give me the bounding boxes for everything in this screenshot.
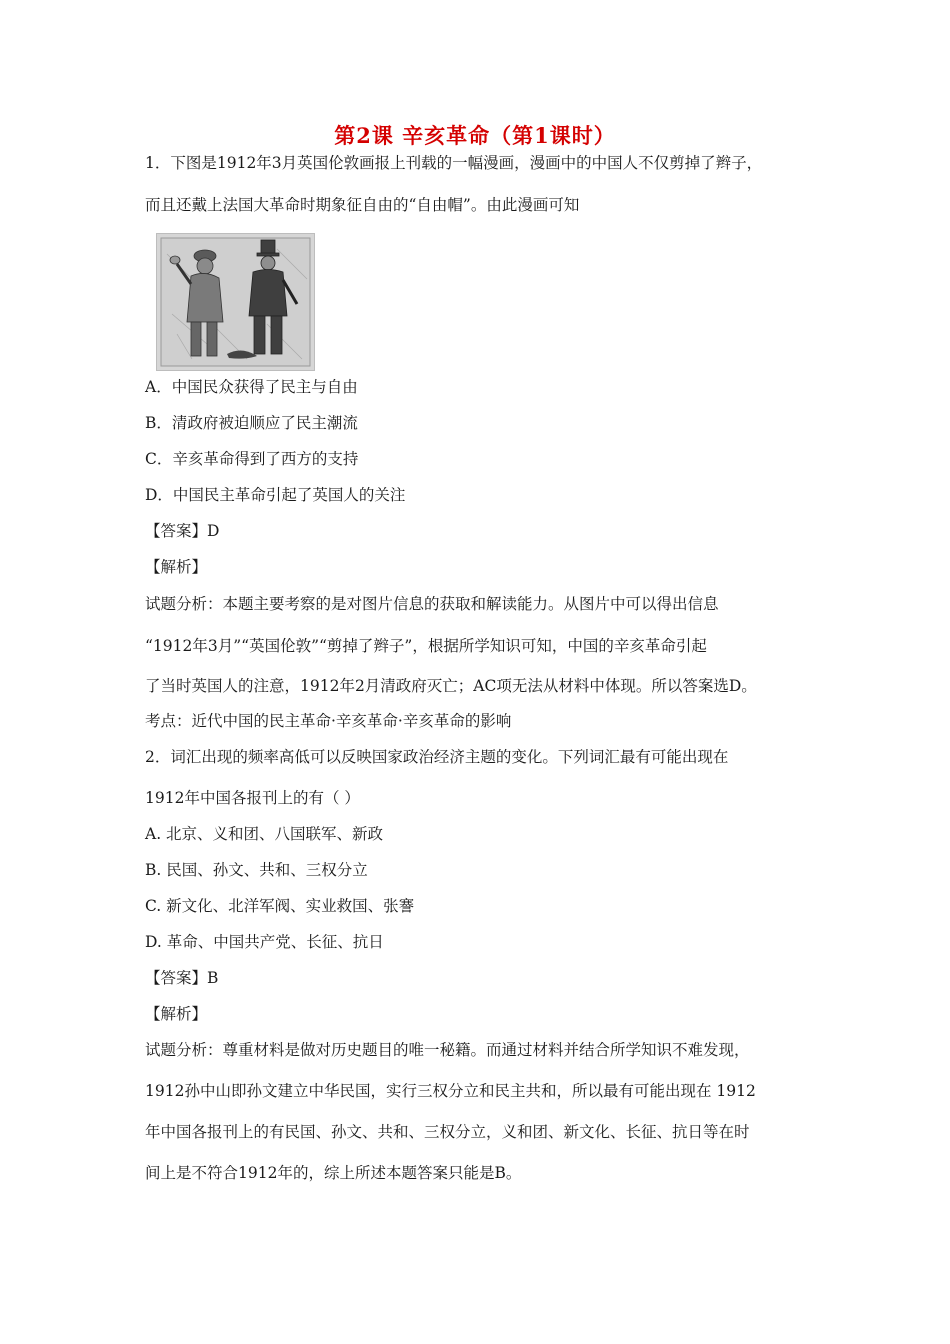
q1-analysis-line1: 试题分析：本题主要考察的是对图片信息的获取和解读能力。从图片中可以得出信息	[145, 595, 719, 613]
q1-option-d: D．中国民主革命引起了英国人的关注	[145, 486, 406, 504]
q1-option-c: C．辛亥革命得到了西方的支持	[145, 450, 359, 468]
q2-analysis-line2: 1912孙中山即孙文建立中华民国，实行三权分立和民主共和，所以最有可能出现在 1912	[145, 1082, 756, 1100]
q2-option-a: A. 北京、义和团、八国联军、新政	[145, 825, 384, 843]
q2-option-d: D. 革命、中国共产党、长征、抗日	[145, 933, 384, 951]
q2-option-c: C. 新文化、北洋军阀、实业救国、张謇	[145, 897, 415, 915]
q2-analysis-line4: 间上是不符合1912年的，综上所述本题答案只能是B。	[145, 1164, 522, 1182]
cartoon-illustration	[157, 234, 314, 370]
q1-answer: 【答案】D	[145, 522, 220, 540]
q1-analysis-heading: 【解析】	[145, 558, 208, 576]
q2-analysis-heading: 【解析】	[145, 1005, 208, 1023]
q2-stem-line2: 1912年中国各报刊上的有（ ）	[145, 789, 360, 807]
q1-analysis-line2: “1912年3月”“英国伦敦”“剪掉了辫子”，根据所学知识可知，中国的辛亥革命引起	[145, 637, 707, 655]
q2-answer: 【答案】B	[145, 969, 219, 987]
q2-stem-line1: 2．词汇出现的频率高低可以反映国家政治经济主题的变化。下列词汇最有可能出现在	[145, 748, 729, 766]
q1-analysis-line3: 了当时英国人的注意，1912年2月清政府灭亡；AC项无法从材料中体现。所以答案选D。	[145, 677, 757, 695]
q2-analysis-line1: 试题分析：尊重材料是做对历史题目的唯一秘籍。而通过材料并结合所学知识不难发现，	[145, 1041, 750, 1059]
q1-exam-point: 考点：近代中国的民主革命·辛亥革命·辛亥革命的影响	[145, 712, 512, 730]
q1-stem-line2: 而且还戴上法国大革命时期象征自由的“自由帽”。由此漫画可知	[145, 196, 580, 214]
page-title: 第2课 辛亥革命（第1课时）	[334, 123, 616, 148]
q1-option-b: B．清政府被迫顺应了民主潮流	[145, 414, 358, 432]
q1-stem-line1: 1．下图是1912年3月英国伦敦画报上刊载的一幅漫画，漫画中的中国人不仅剪掉了辫子，	[145, 154, 763, 172]
cartoon-image	[156, 233, 315, 371]
q2-analysis-line3: 年中国各报刊上的有民国、孙文、共和、三权分立，义和团、新文化、长征、抗日等在时	[145, 1123, 750, 1141]
q2-option-b: B. 民国、孙文、共和、三权分立	[145, 861, 368, 879]
q1-option-a: A．中国民众获得了民主与自由	[145, 378, 358, 396]
